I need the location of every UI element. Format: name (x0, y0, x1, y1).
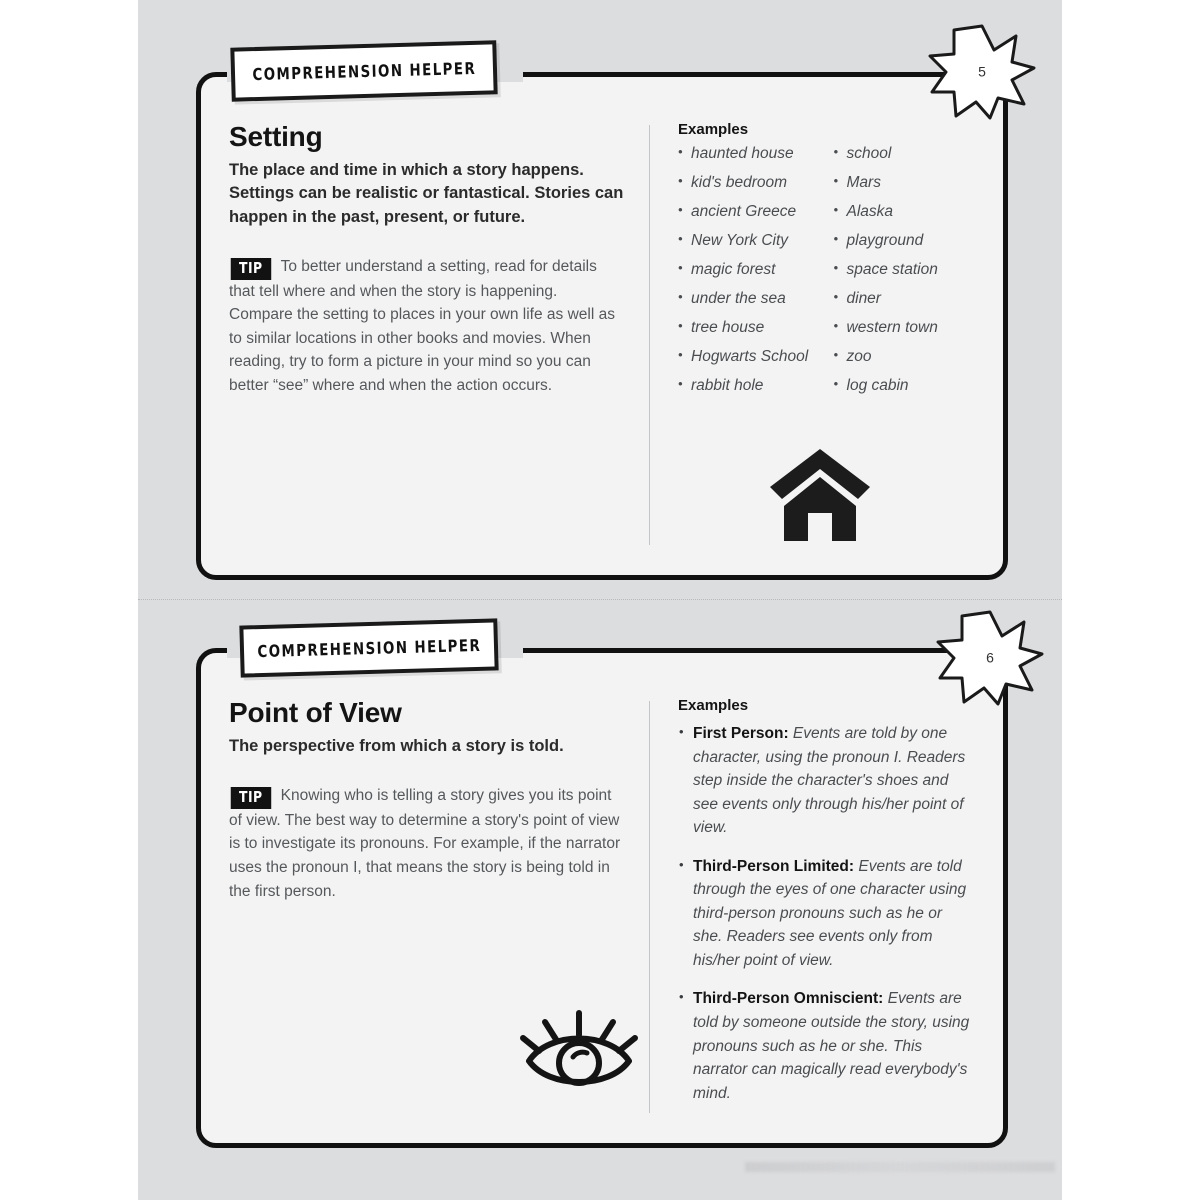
tip-text: Knowing who is telling a story gives you its point of view. The best way to determine a story's point of view is to investigate its pronouns. For example, if the narrator uses the pronoun I, that means the story is being told in the first person. (229, 787, 621, 900)
examples-heading: Examples (678, 697, 749, 714)
list-item (678, 722, 975, 840)
tip-text: To better understand a setting, read for details that tell where and when the story is happening. Compare the setting to places in your own life as well as to similar locations in other books and movies. When reading, try to form a picture in your mind so you can better “see” where and when the action occurs. (229, 258, 615, 394)
house-icon (768, 447, 872, 543)
examples-heading: Examples (678, 121, 749, 138)
list-item: • magic forest (678, 262, 820, 278)
card-right-column (650, 697, 975, 1123)
examples-column-1 (678, 146, 820, 407)
card-separator (138, 599, 1062, 600)
list-item: • space station (834, 262, 976, 278)
page-number: 6 (986, 649, 994, 666)
example-description: Events are told by someone outside the story, using pronouns such as he or she. This narrator can magically read everybody's mind. (693, 990, 970, 1102)
example-description: Events are told by one character, using the pronoun I. Readers step inside the character's shoes and see events only through his/her point of view. (693, 725, 966, 837)
example-term: First Person: (693, 725, 789, 742)
list-item (678, 855, 975, 973)
list-item: • school (834, 146, 976, 162)
comprehension-card-setting (196, 72, 1008, 580)
list-item: • log cabin (834, 378, 976, 394)
banner-label: COMPREHENSION HELPER (256, 635, 482, 661)
examples-column-2 (834, 146, 976, 407)
card-banner-tab (230, 40, 497, 101)
example-description: Events are told through the eyes of one character using third-person pronouns such as he or she. Readers see events only from his/her point of view. (693, 857, 967, 969)
list-item: • playground (834, 233, 976, 249)
page-footer-artifact (745, 1162, 1055, 1172)
example-term: Third-Person Limited: (693, 857, 855, 875)
page-title: Setting (229, 121, 323, 152)
list-item: • zoo (834, 349, 976, 365)
definition-text: The perspective from which a story is told. (229, 737, 564, 755)
card-body (201, 77, 1003, 575)
tip-block (229, 255, 625, 397)
list-item: • haunted house (678, 146, 820, 162)
card-body (201, 653, 1003, 1143)
banner-label: COMPREHENSION HELPER (251, 58, 477, 84)
list-item: • ancient Greece (678, 204, 820, 220)
comprehension-card-point-of-view (196, 648, 1008, 1148)
list-item: • diner (834, 291, 976, 307)
list-item: • New York City (678, 233, 820, 249)
page-number-starburst (936, 606, 1044, 710)
card-left-column (229, 121, 649, 555)
examples-definition-list (678, 722, 975, 1105)
tip-block (229, 784, 625, 903)
eye-icon (515, 1005, 643, 1089)
list-item: • Mars (834, 175, 976, 191)
list-item: • under the sea (678, 291, 820, 307)
definition-text: The place and time in which a story happens. Settings can be realistic or fantastical. Stories can happen in the past, present, or future. (229, 161, 624, 226)
card-left-column (229, 697, 649, 1123)
list-item: • rabbit hole (678, 378, 820, 394)
tip-badge: TIP (231, 787, 271, 809)
tip-badge: TIP (231, 258, 271, 280)
page-number: 5 (978, 63, 986, 80)
page-title: Point of View (229, 697, 402, 728)
card-banner-tab (239, 618, 498, 677)
list-item: • Hogwarts School (678, 349, 820, 365)
list-item: • western town (834, 320, 976, 336)
examples-two-column-list (678, 146, 975, 407)
list-item: • tree house (678, 320, 820, 336)
list-item (678, 987, 975, 1105)
list-item: • Alaska (834, 204, 976, 220)
card-right-column (650, 121, 975, 555)
list-item: • kid's bedroom (678, 175, 820, 191)
example-term: Third-Person Omniscient: (693, 990, 884, 1008)
page-number-starburst (928, 20, 1036, 124)
